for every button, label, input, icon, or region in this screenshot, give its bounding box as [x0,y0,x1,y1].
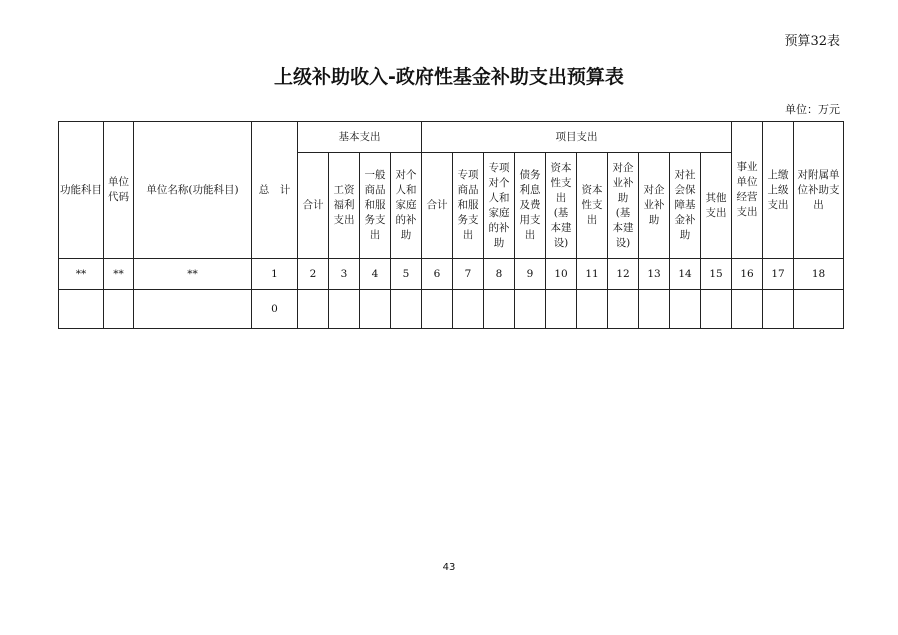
header-unit-name: 单位名称(功能科目) [134,122,252,259]
header-project-col: 资本性支出 [577,153,608,259]
index-cell: 9 [515,259,546,290]
data-cell [701,290,732,329]
data-cell [391,290,422,329]
index-cell: 14 [670,259,701,290]
index-cell: 12 [608,259,639,290]
data-cell [360,290,391,329]
data-cell [453,290,484,329]
header-basic-col: 一般商品和服务支出 [360,153,391,259]
header-project-col: 对社会保障基金补助 [670,153,701,259]
index-cell: 1 [252,259,298,290]
index-cell: ** [59,259,104,290]
header-project-col: 专项对个人和家庭的补助 [484,153,515,259]
header-project-col: 合计 [422,153,453,259]
budget-table [58,121,844,329]
header-project-col: 其他支出 [701,153,732,259]
index-cell: 10 [546,259,577,290]
header-project-col: 专项商品和服务支出 [453,153,484,259]
data-cell [732,290,763,329]
index-cell: 3 [329,259,360,290]
data-cell [577,290,608,329]
index-cell: 15 [701,259,732,290]
header-tail-col: 对附属单位补助支出 [794,122,844,259]
data-cell [546,290,577,329]
header-tail-col: 上缴上级支出 [763,122,794,259]
data-cell [134,290,252,329]
header-basic-expenditure: 基本支出 [298,122,422,153]
page-title: 上级补助收入-政府性基金补助支出预算表 [274,66,624,88]
index-cell: 4 [360,259,391,290]
index-cell: 7 [453,259,484,290]
header-project-col: 对企业补助 [639,153,670,259]
header-project-col: 债务利息及费用支出 [515,153,546,259]
index-cell: 2 [298,259,329,290]
header-function-subject: 功能科目 [59,122,104,259]
header-project-expenditure: 项目支出 [422,122,732,153]
data-cell [329,290,360,329]
index-cell: 18 [794,259,844,290]
index-cell: 6 [422,259,453,290]
data-cell [104,290,134,329]
header-project-col: 资本性支出(基本建设) [546,153,577,259]
unit-label: 单位：万元 [785,103,840,116]
page-number: 43 [442,562,456,573]
header-basic-col: 合计 [298,153,329,259]
data-cell [59,290,104,329]
data-row [59,290,844,329]
index-row [59,259,844,290]
data-cell: 0 [252,290,298,329]
data-cell [670,290,701,329]
header-basic-col: 对个人和家庭的补助 [391,153,422,259]
index-cell: 8 [484,259,515,290]
index-cell: 17 [763,259,794,290]
index-cell: 11 [577,259,608,290]
header-unit-code: 单位代码 [104,122,134,259]
form-number: 预算32表 [784,34,840,49]
data-cell [422,290,453,329]
data-cell [484,290,515,329]
header-project-col: 对企业补助(基本建设) [608,153,639,259]
index-cell: 13 [639,259,670,290]
data-cell [763,290,794,329]
data-cell [639,290,670,329]
index-cell: 16 [732,259,763,290]
index-cell: ** [104,259,134,290]
header-tail-col: 事业单位经营支出 [732,122,763,259]
data-cell [608,290,639,329]
header-basic-col: 工资福利支出 [329,153,360,259]
index-cell: 5 [391,259,422,290]
data-cell [794,290,844,329]
data-cell [515,290,546,329]
data-cell [298,290,329,329]
index-cell: ** [134,259,252,290]
header-total: 总 计 [252,122,298,259]
